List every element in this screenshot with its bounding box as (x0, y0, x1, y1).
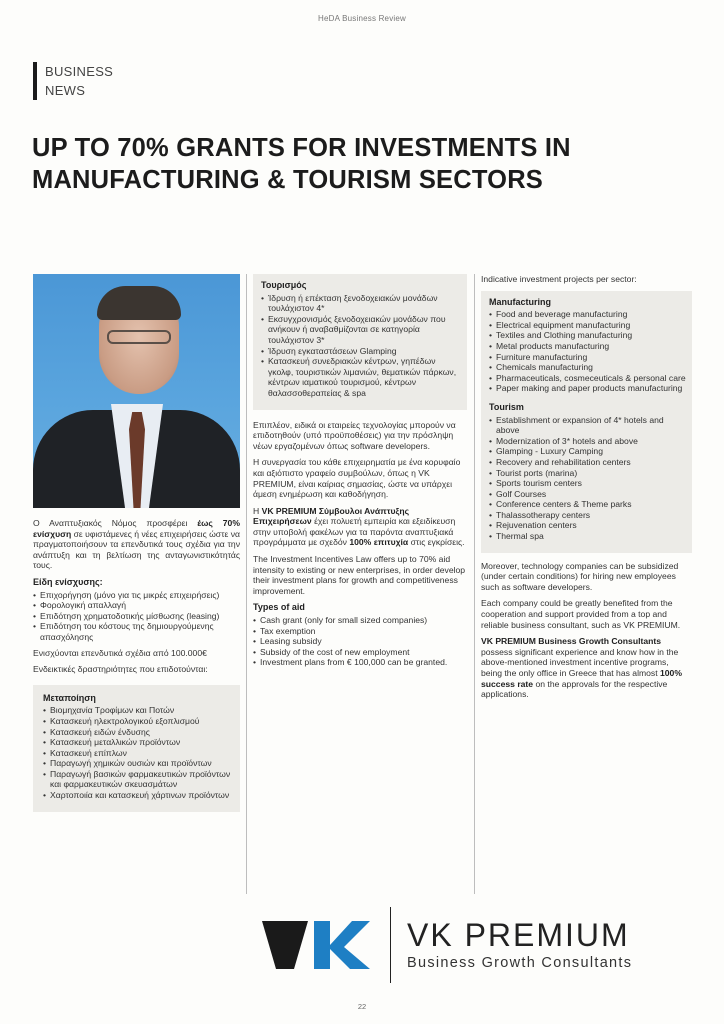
list-item: • Ίδρυση ή επέκταση ξενοδοχειακών μονάδων τουλάχιστον 4* (261, 293, 461, 314)
section-bar (33, 62, 37, 100)
list-item: • Electrical equipment manufacturing (489, 320, 686, 331)
logo-name: VK PREMIUM (407, 917, 630, 953)
headline: UP TO 70% GRANTS FOR INVESTMENTS IN MANUFACTURING & TOURISM SECTORS (32, 134, 571, 194)
list-item: • Tourist ports (marina) (489, 468, 686, 479)
experience-paragraph-en: VK PREMIUM Business Growth Consultants possess significant experience and know how in the above-mentioned investment incentive programs, being the only office in Greece that has almost 100% success rate on the approvals for the respective applications. (481, 636, 682, 700)
list-item: • Κατασκευή ηλεκτρολογικού εξοπλισμού (43, 716, 234, 727)
list-item: • Textiles and Clothing manufacturing (489, 330, 686, 341)
plans-paragraph-gr: Ενισχύονται επενδυτικά σχέδια από 100.000€ (33, 647, 207, 658)
list-item: • Paper making and paper products manufacturing (489, 383, 686, 394)
column-divider (474, 274, 475, 894)
list-item: • Κατασκευή συνεδριακών κέντρων, γηπέδων γκολφ, τουριστικών λιμανιών, θεματικών πάρκων, κέντρων ιαματικού τουρισμού, κέντρων θαλασσοθεραπείας & spa (261, 356, 461, 398)
logo-separator (390, 907, 391, 983)
list-item: • Κατασκευή επίπλων (43, 748, 234, 759)
list-item: • Thermal spa (489, 531, 686, 542)
aid-list-gr (33, 590, 240, 643)
types-list-en (253, 615, 467, 668)
tourism-heading-en: Tourism (489, 401, 524, 412)
list-item: • Golf Courses (489, 489, 686, 500)
list-item: • Furniture manufacturing (489, 352, 686, 363)
manufacturing-box-gr (33, 685, 240, 812)
list-item: • Metal products manufacturing (489, 341, 686, 352)
list-item: • Rejuvenation centers (489, 520, 686, 531)
tech-paragraph-en: Moreover, technology companies can be subsidized (under certain conditions) for hiring new employees such as software developers. (481, 560, 679, 592)
list-item: • Χαρτοποιία και κατασκευή χάρτινων προϊόντων (43, 790, 234, 801)
list-item: • Ίδρυση εγκαταστάσεων Glamping (261, 346, 461, 357)
list-item: • Φορολογική απαλλαγή (33, 600, 240, 611)
list-item: • Thalassotherapy centers (489, 510, 686, 521)
tech-paragraph-gr: Επιπλέον, ειδικά οι εταιρείες τεχνολογίας μπορούν να επιδοτηθούν (υπό προϋποθέσεις) για την πρόσληψη νέων εργαζομένων όπως software developers. (253, 419, 456, 451)
list-item: • Κατασκευή ειδών ένδυσης (43, 727, 234, 738)
indicative-paragraph-en: Indicative investment projects per sector: (481, 274, 637, 284)
list-item: • Pharmaceuticals, cosmeceuticals & personal care (489, 373, 686, 384)
list-item: • Sports tourism centers (489, 478, 686, 489)
section-line-1: BUSINESS (45, 64, 114, 79)
tourism-box-gr (253, 274, 467, 410)
list-item: • Modernization of 3* hotels and above (489, 436, 686, 447)
list-item: • Παραγωγή χημικών ουσιών και προϊόντων (43, 758, 234, 769)
list-item: • Επιδότηση του κόστους της δημιουργούμενης απασχόλησης (33, 621, 240, 642)
vk-logo-mark-icon (256, 915, 376, 975)
cooperation-paragraph-gr: Η συνεργασία του κάθε επιχειρηματία με ένα κορυφαίο και αξιόπιστο γραφείο συμβούλων, όπως η VK PREMIUM, είναι καίριας σημασίας, ώστε να υπάρχει άμεση ενημέρωση και καθοδήγηση. (253, 457, 461, 500)
sectors-box-en (481, 291, 692, 553)
section-line-2: NEWS (45, 83, 86, 98)
column-divider (246, 274, 247, 894)
list-item: • Glamping - Luxury Camping (489, 446, 686, 457)
experience-paragraph-gr: Η VK PREMIUM Σύμβουλοι Ανάπτυξης Επιχειρήσεων έχει πολυετή εμπειρία και εξειδίκευση στην υποβολή φακέλων για τα παρόντα αναπτυξιακά προγράμματα με σχεδόν 100% επιτυχία στις εγκρίσεις. (253, 505, 465, 548)
tourism-heading-gr: Τουρισμός (261, 280, 307, 290)
list-item: • Chemicals manufacturing (489, 362, 686, 373)
aid-heading-gr: Είδη ενίσχυσης: (33, 576, 103, 587)
list-item: • Investment plans from € 100,000 can be granted. (253, 657, 467, 668)
list-item: • Εκσυγχρονισμός ξενοδοχειακών μονάδων που ανήκουν ή αναβαθμίζονται σε κατηγορία τουλάχιστον 3* (261, 314, 461, 346)
column-2 (253, 274, 467, 673)
list-item: • Recovery and rehabilitation centers (489, 457, 686, 468)
running-head: HeDA Business Review (317, 14, 407, 23)
list-item: • Subsidy of the cost of new employment (253, 647, 467, 658)
types-heading-en: Types of aid (253, 602, 305, 613)
section-label (33, 62, 113, 100)
portrait-photo (33, 274, 240, 508)
list-item: • Βιομηχανία Τροφίμων και Ποτών (43, 705, 234, 716)
list-item: • Establishment or expansion of 4* hotels and above (489, 415, 686, 436)
cooperation-paragraph-en: Each company could be greatly benefited from the cooperation and support provided from a top and reliable business consultant, such as VK PREMIUM. (481, 598, 681, 630)
logo-subtitle: Business Growth Consultants (407, 955, 633, 971)
list-item: • Cash grant (only for small sized companies) (253, 615, 467, 626)
manufacturing-heading-en: Manufacturing (489, 296, 551, 307)
page-number: 22 (357, 1002, 367, 1011)
intro-paragraph-en: The Investment Incentives Law offers up to 70% aid intensity to existing or new enterprises, in order develop their investment plans for growth and competitiveness improvement. (253, 554, 466, 596)
vk-premium-logo (256, 906, 696, 984)
list-item: • Conference centers & Theme parks (489, 499, 686, 510)
column-1 (33, 274, 240, 812)
list-item: • Κατασκευή μεταλλικών προϊόντων (43, 737, 234, 748)
list-item: • Food and beverage manufacturing (489, 309, 686, 320)
list-item: • Επιχορήγηση (μόνο για τις μικρές επιχειρήσεις) (33, 590, 240, 601)
list-item: • Επιδότηση χρηματοδοτικής μίσθωσης (leasing) (33, 611, 240, 622)
manufacturing-heading-gr: Μεταποίηση (43, 692, 96, 703)
intro-paragraph-gr: Ο Αναπτυξιακός Νόμος προσφέρει έως 70% ενίσχυση σε υφιστάμενες ή νέες επιχειρήσεις ώστε να πραγματοποιήσουν τα επενδυτικά τους σχέδια για την ανάπτυξη και τη βελτίωση της ανταγωνιστικότητάς τους. (33, 518, 240, 571)
list-item: • Tax exemption (253, 626, 467, 637)
column-3 (481, 274, 692, 706)
indicative-paragraph-gr: Ενδεικτικές δραστηριότητες που επιδοτούνται: (33, 664, 208, 675)
list-item: • Παραγωγή βασικών φαρμακευτικών προϊόντων και φαρμακευτικών σκευασμάτων (43, 769, 234, 790)
list-item: • Leasing subsidy (253, 636, 467, 647)
